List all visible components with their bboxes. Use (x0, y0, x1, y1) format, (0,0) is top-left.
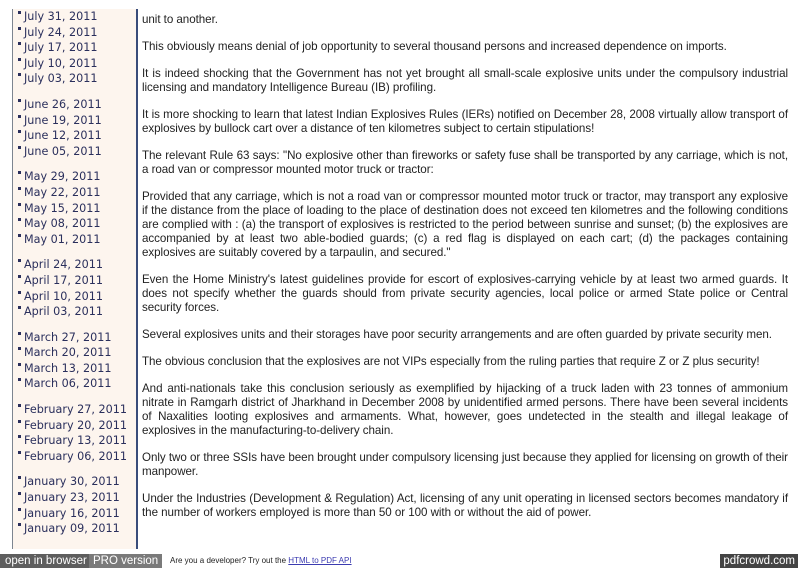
bullet-icon (18, 523, 21, 526)
bullet-icon (18, 492, 21, 495)
bullet-icon (18, 218, 21, 221)
bullet-icon (18, 259, 21, 262)
article-paragraph: Provided that any carriage, which is not a road van or compressor mounted motor truck or tractor, may transport any explosive if the distance from the place of loading to the place of destination does not exceed ten kilometres and the following conditions are complied with : (a) the transport of explosives is restricted to the period between sunrise and sunset; (b) the explosives are accompanied by at least two able-bodied guards; (c) a red flag is displayed on each cart; (d) the packages containing explosives are suitably covered by a tarpaulin, and secured." (142, 190, 788, 259)
article-paragraph: It is indeed shocking that the Government has not yet brought all small-scale explosive units under the compulsory industrial licensing and mandatory Intelligence Bureau (IB) profiling. (142, 67, 788, 94)
article-paragraph: It is more shocking to learn that latest Indian Explosives Rules (IERs) notified on December 28, 2008 virtually allow transport of explosives by bullock cart over a distance of ten kilometres subject to certain stipulations! (142, 108, 788, 135)
bullet-icon (18, 332, 21, 335)
bullet-icon (18, 187, 21, 190)
bullet-icon (18, 291, 21, 294)
archive-link[interactable]: February 20, 2011 (13, 418, 136, 434)
archive-group-may (13, 169, 136, 247)
archive-group-february (13, 402, 136, 464)
bullet-icon (18, 347, 21, 350)
archive-link[interactable]: January 23, 2011 (13, 490, 136, 506)
bullet-icon (18, 27, 21, 30)
article-paragraph: Several explosives units and their storages have poor security arrangements and are often guarded by private security men. (142, 328, 772, 341)
archive-link[interactable]: March 20, 2011 (13, 345, 136, 361)
archive-link[interactable]: February 06, 2011 (13, 449, 136, 465)
bullet-icon (18, 58, 21, 61)
archive-link[interactable]: July 31, 2011 (13, 9, 136, 25)
bullet-icon (18, 146, 21, 149)
bullet-icon (18, 99, 21, 102)
bullet-icon (18, 171, 21, 174)
bullet-icon (18, 435, 21, 438)
archive-link[interactable]: May 22, 2011 (13, 185, 136, 201)
archive-link[interactable]: January 09, 2011 (13, 521, 136, 537)
archive-link[interactable]: June 19, 2011 (13, 113, 136, 129)
archive-link[interactable]: January 16, 2011 (13, 506, 136, 522)
archive-group-march (13, 330, 136, 392)
article-paragraph: Only two or three SSIs have been brought under compulsory licensing just because they applied for licensing on growth of their manpower. (142, 451, 788, 478)
archive-link[interactable]: March 27, 2011 (13, 330, 136, 346)
article-paragraph: The obvious conclusion that the explosives are not VIPs especially from the ruling parties that require Z or Z plus security! (142, 355, 760, 368)
archive-link[interactable]: February 13, 2011 (13, 433, 136, 449)
archive-group-july (13, 9, 136, 87)
bullet-icon (18, 42, 21, 45)
archive-link[interactable]: April 03, 2011 (13, 304, 136, 320)
article-paragraph: Under the Industries (Development & Regulation) Act, licensing of any unit operating in licensed sectors becomes mandatory if the number of workers employed is more than 50 or 100 with or without the aid of power. (142, 492, 788, 519)
bullet-icon (18, 420, 21, 423)
archive-link[interactable]: July 17, 2011 (13, 40, 136, 56)
bullet-icon (18, 404, 21, 407)
archive-link[interactable]: June 05, 2011 (13, 144, 136, 160)
article-body (136, 9, 800, 549)
bullet-icon (18, 451, 21, 454)
archive-link[interactable]: May 08, 2011 (13, 216, 136, 232)
bullet-icon (18, 476, 21, 479)
archive-group-january (13, 474, 136, 536)
archive-link[interactable]: June 26, 2011 (13, 97, 136, 113)
bullet-icon (18, 130, 21, 133)
bullet-icon (18, 234, 21, 237)
archive-link[interactable]: March 13, 2011 (13, 361, 136, 377)
archive-link[interactable]: May 29, 2011 (13, 169, 136, 185)
archive-link[interactable]: April 10, 2011 (13, 289, 136, 305)
archive-group-april (13, 257, 136, 319)
bullet-icon (18, 73, 21, 76)
archive-link[interactable]: January 30, 2011 (13, 474, 136, 490)
archive-link[interactable]: July 03, 2011 (13, 71, 136, 87)
bullet-icon (18, 306, 21, 309)
bullet-icon (18, 378, 21, 381)
bullet-icon (18, 203, 21, 206)
archive-group-june (13, 97, 136, 159)
html-to-pdf-api-link[interactable]: HTML to PDF API (288, 556, 352, 565)
archive-link[interactable]: June 12, 2011 (13, 128, 136, 144)
archive-link[interactable]: July 24, 2011 (13, 25, 136, 41)
bullet-icon (18, 275, 21, 278)
archive-link[interactable]: April 17, 2011 (13, 273, 136, 289)
bullet-icon (18, 508, 21, 511)
developer-promo (170, 556, 352, 566)
pdfcrowd-footer (0, 553, 800, 568)
pdfcrowd-brand-link[interactable]: pdfcrowd.com (720, 554, 798, 568)
article-paragraph: The relevant Rule 63 says: "No explosive other than fireworks or safety fuse shall be transported by any carriage, which is not, a road van or compressor mounted motor truck or tractor: (142, 149, 788, 176)
article-paragraph: And anti-nationals take this conclusion seriously as exemplified by hijacking of a truck laden with 23 tonnes of ammonium nitrate in Ramgarh district of Jharkhand in December 2008 by unidentified armed persons. There have been several incidents of Naxalities looting explosives and armaments. What, however, goes undetected in the stealth and illegal leakage of explosives in the manufacturing-to-delivery chain. (142, 382, 788, 437)
archive-link[interactable]: May 01, 2011 (13, 232, 136, 248)
archive-link[interactable]: February 27, 2011 (13, 402, 136, 418)
bullet-icon (18, 11, 21, 14)
bullet-icon (18, 363, 21, 366)
bullet-icon (18, 115, 21, 118)
article-paragraph: Even the Home Ministry's latest guidelines provide for escort of explosives-carrying vehicle by at least two armed guards. It does not specify whether the guards should from private security agencies, local police or armed State police or Central security forces. (142, 273, 788, 314)
open-in-browser-button[interactable]: open in browser (0, 554, 92, 568)
pro-version-button[interactable]: PRO version (89, 554, 162, 568)
article-paragraph: unit to another. (142, 13, 218, 26)
archive-link[interactable]: March 06, 2011 (13, 376, 136, 392)
archive-link[interactable]: April 24, 2011 (13, 257, 136, 273)
archive-link[interactable]: May 15, 2011 (13, 201, 136, 217)
developer-promo-text: Are you a developer? Try out the (170, 556, 289, 565)
archive-sidebar (12, 9, 136, 549)
article-paragraph: This obviously means denial of job opportunity to several thousand persons and increased dependence on imports. (142, 40, 727, 53)
archive-link[interactable]: July 10, 2011 (13, 56, 136, 72)
